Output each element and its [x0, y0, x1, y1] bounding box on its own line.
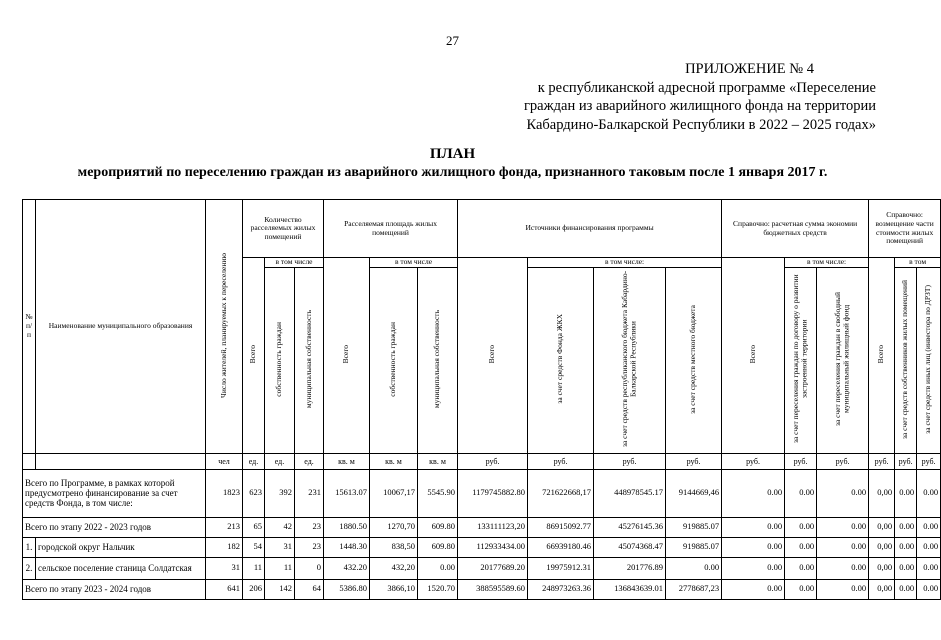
appendix-line: Кабардино-Балкарской Республики в 2022 – 2025 годах» [526, 116, 876, 133]
table-cell: 11 [243, 557, 265, 579]
table-cell: 201776.89 [594, 557, 666, 579]
table-cell: 0.00 [785, 517, 817, 537]
unit-cell: ед. [265, 453, 295, 469]
table-cell: 0.00 [722, 469, 785, 517]
table-cell: 31 [265, 537, 295, 557]
table-cell: 206 [243, 579, 265, 599]
unit-cell [23, 453, 36, 469]
table-cell: 388595589.60 [458, 579, 528, 599]
col-header-text: собственность граждан [388, 321, 398, 397]
table-cell: 65 [243, 517, 265, 537]
table-cell: 0.00 [817, 469, 869, 517]
table-cell: 19975912.31 [528, 557, 594, 579]
col-header-text: Всего [248, 344, 258, 364]
table-cell: 0.00 [895, 537, 917, 557]
col-header-num: № п/п [23, 200, 36, 454]
table-cell: 0,00 [869, 557, 895, 579]
unit-cell: ед. [243, 453, 265, 469]
col-header-text: Всего [747, 344, 757, 364]
units-row [23, 453, 941, 469]
plan-title: ПЛАН [429, 146, 476, 162]
col-header-area-total [324, 258, 370, 454]
unit-cell: руб. [895, 453, 917, 469]
unit-cell: руб. [722, 453, 785, 469]
table-cell: 0,00 [869, 537, 895, 557]
col-group-area: Расселяемая площадь жилых помещений [324, 200, 458, 258]
col-header-text: Всего [341, 344, 351, 364]
col-subgroup-incl: в том числе: [785, 258, 869, 268]
table-cell: 9144669,46 [666, 469, 722, 517]
table-cell: 392 [265, 469, 295, 517]
unit-cell: ед. [295, 453, 324, 469]
row-name: сельское поселение станица Солдатская [36, 557, 206, 579]
unit-cell: руб. [528, 453, 594, 469]
table-cell: 641 [206, 579, 243, 599]
table-cell: 0.00 [917, 469, 941, 517]
col-header-residents [206, 200, 243, 454]
table-cell: 142 [265, 579, 295, 599]
table-cell: 66939180.46 [528, 537, 594, 557]
table-cell: 721622668,17 [528, 469, 594, 517]
table-cell: 64 [295, 579, 324, 599]
col-group-premises: Количество расселяемых жилых помещений [243, 200, 324, 258]
table-cell: 31 [206, 557, 243, 579]
row-number: 1. [23, 537, 36, 557]
table-cell: 112933434.00 [458, 537, 528, 557]
col-header-area-citizens [370, 268, 418, 454]
table-cell: 0.00 [785, 469, 817, 517]
table-cell: 623 [243, 469, 265, 517]
table-cell: 0.00 [817, 557, 869, 579]
col-header-text: за счет средств местного бюджета [688, 304, 698, 414]
col-group-funding: Источники финансирования программы [458, 200, 722, 258]
col-header-text: за счет средств собственников жилых помещений [900, 279, 910, 439]
plan-table [22, 199, 941, 600]
table-row [23, 557, 941, 579]
col-header-premises-municipal [295, 268, 324, 454]
col-header-text: Всего [876, 344, 886, 364]
col-header-text: собственность граждан [274, 321, 284, 397]
table-cell: 231 [295, 469, 324, 517]
appendix-header [524, 60, 876, 134]
unit-cell: кв. м [370, 453, 418, 469]
col-header-text: муниципальная собственность [432, 309, 442, 409]
table-row [23, 517, 941, 537]
table-cell: 1880.50 [324, 517, 370, 537]
table-cell: 0.00 [785, 579, 817, 599]
col-header-savings-total [722, 258, 785, 454]
table-cell: 0.00 [722, 517, 785, 537]
unit-cell: кв. м [324, 453, 370, 469]
col-subgroup-incl: в том числе: [528, 258, 722, 268]
col-subgroup-incl: в том [895, 258, 941, 268]
table-row [23, 537, 941, 557]
table-cell: 0.00 [722, 579, 785, 599]
table-cell: 0.00 [917, 517, 941, 537]
col-group-reimbursement: Справочно: возмещение части стоимости жилых помещений [869, 200, 941, 258]
unit-cell: руб. [785, 453, 817, 469]
col-header-text: за счет переселения граждан по договору о развитии застроенной территории [791, 274, 809, 444]
table-cell: 0.00 [666, 557, 722, 579]
row-number: 2. [23, 557, 36, 579]
table-cell: 15613.07 [324, 469, 370, 517]
unit-cell: руб. [869, 453, 895, 469]
col-header-name: Наименование муниципального образования [36, 200, 206, 454]
col-header-text: за счет средств иных лиц (инвестора по ДРЗТ) [923, 284, 933, 434]
table-cell: 23 [295, 517, 324, 537]
table-row [23, 469, 941, 517]
table-cell: 0.00 [785, 557, 817, 579]
row-name: Всего по этапу 2023 - 2024 годов [23, 579, 206, 599]
table-cell: 448978545.17 [594, 469, 666, 517]
table-cell: 0.00 [895, 517, 917, 537]
appendix-line: граждан из аварийного жилищного фонда на территории [523, 98, 876, 114]
table-cell: 0.00 [917, 579, 941, 599]
table-cell: 0.00 [722, 557, 785, 579]
col-subgroup-incl: в том числе [370, 258, 458, 268]
table-cell: 609.80 [418, 517, 458, 537]
table-cell: 10067,17 [370, 469, 418, 517]
table-cell: 0.00 [917, 537, 941, 557]
table-cell: 0.00 [895, 579, 917, 599]
col-header-fund-republic [594, 268, 666, 454]
table-row [23, 579, 941, 599]
table-cell: 182 [206, 537, 243, 557]
col-header-fund-gkh [528, 268, 594, 454]
table-cell: 1520.70 [418, 579, 458, 599]
col-header-reimb-owners [895, 268, 917, 454]
table-body [23, 469, 941, 599]
table-cell: 42 [265, 517, 295, 537]
appendix-title: ПРИЛОЖЕНИЕ № 4 [685, 61, 814, 77]
col-header-text: Всего [487, 344, 497, 364]
table-cell: 1179745882.80 [458, 469, 528, 517]
row-name: Всего по этапу 2022 - 2023 годов [23, 517, 206, 537]
unit-cell: руб. [666, 453, 722, 469]
table-cell: 0 [295, 557, 324, 579]
table-cell: 838,50 [370, 537, 418, 557]
table-cell: 0.00 [785, 537, 817, 557]
col-header-fund-local [666, 268, 722, 454]
table-cell: 0.00 [722, 537, 785, 557]
col-group-savings: Справочно: расчетная сумма экономии бюджетных средств [722, 200, 869, 258]
table-cell: 609.80 [418, 537, 458, 557]
col-header-premises-citizens [265, 268, 295, 454]
table-cell: 2778687,23 [666, 579, 722, 599]
table-cell: 23 [295, 537, 324, 557]
unit-cell: руб. [458, 453, 528, 469]
table-cell: 0.00 [817, 579, 869, 599]
col-header-area-municipal [418, 268, 458, 454]
table-cell: 0.00 [895, 469, 917, 517]
col-header-savings-free [817, 268, 869, 454]
unit-cell: руб. [817, 453, 869, 469]
plan-subtitle: мероприятий по переселению граждан из аварийного жилищного фонда, признанного таковым после 1 января 2017 г. [77, 165, 828, 180]
table-cell: 432.20 [324, 557, 370, 579]
table-cell: 20177689.20 [458, 557, 528, 579]
unit-cell: кв. м [418, 453, 458, 469]
col-header-premises-total [243, 258, 265, 454]
table-cell: 919885.07 [666, 517, 722, 537]
row-name: городской округ Нальчик [36, 537, 206, 557]
table-cell: 248973263.36 [528, 579, 594, 599]
table-cell: 919885.07 [666, 537, 722, 557]
col-header-funding-total [458, 258, 528, 454]
table-cell: 0.00 [817, 517, 869, 537]
table-cell: 1823 [206, 469, 243, 517]
table-cell: 432,20 [370, 557, 418, 579]
table-cell: 133111123,20 [458, 517, 528, 537]
row-name: Всего по Программе, в рамках которой предусмотрено финансирование за счет средств Фонда, в том числе: [23, 469, 206, 517]
table-cell: 45074368.47 [594, 537, 666, 557]
col-header-residents-text: Число жителей, планируемых к переселению [218, 252, 228, 398]
table-cell: 11 [265, 557, 295, 579]
table-cell: 1448.30 [324, 537, 370, 557]
page-number: 27 [446, 33, 459, 48]
table-cell: 3866,10 [370, 579, 418, 599]
table-cell: 0,00 [869, 517, 895, 537]
col-header-text: за счет средств Фонда ЖКХ [555, 314, 565, 404]
table-cell: 136843639.01 [594, 579, 666, 599]
table-cell: 1270,70 [370, 517, 418, 537]
unit-cell: руб. [594, 453, 666, 469]
col-header-reimb-total [869, 258, 895, 454]
table-cell: 54 [243, 537, 265, 557]
table-cell: 0,00 [869, 469, 895, 517]
table-cell: 213 [206, 517, 243, 537]
header-row-groups [23, 200, 941, 258]
table-cell: 0.00 [418, 557, 458, 579]
col-subgroup-incl: в том числе [265, 258, 324, 268]
appendix-line: к республиканской адресной программе «Переселение [537, 79, 876, 96]
table-cell: 45276145.36 [594, 517, 666, 537]
table-cell: 0.00 [895, 557, 917, 579]
table-cell: 0.00 [817, 537, 869, 557]
table-cell: 5386.80 [324, 579, 370, 599]
col-header-text: за счет переселения граждан в свободный муниципальный жилищный фонд [833, 292, 851, 426]
col-header-text: муниципальная собственность [303, 309, 313, 409]
col-header-text: за счет средств республиканского бюджета Кабардино-Балкарской Республики [620, 270, 638, 448]
unit-cell: руб. [917, 453, 941, 469]
table-cell: 0,00 [869, 579, 895, 599]
unit-cell: чел [206, 453, 243, 469]
table-cell: 86915092.77 [528, 517, 594, 537]
table-cell: 5545.90 [418, 469, 458, 517]
table-cell: 0.00 [917, 557, 941, 579]
unit-cell [36, 453, 206, 469]
col-header-savings-contract [785, 268, 817, 454]
col-header-reimb-other [917, 268, 941, 454]
